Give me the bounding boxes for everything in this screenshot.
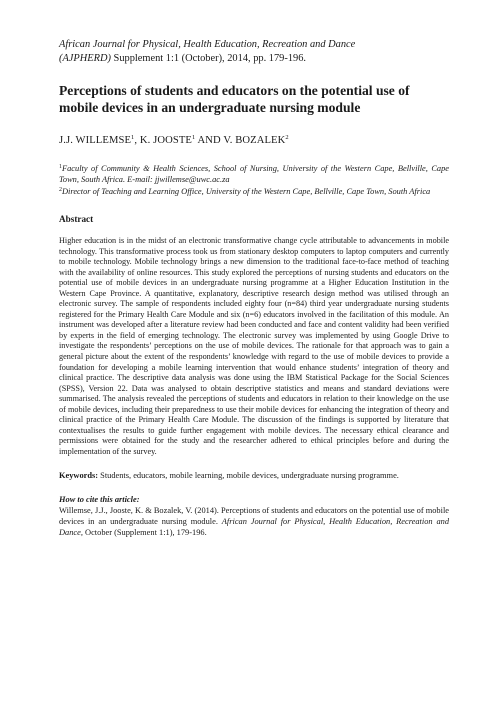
citation-text [59, 505, 449, 538]
keywords-text: Students, educators, mobile learning, mobile devices, undergraduate nursing programme. [98, 471, 399, 481]
affiliations [59, 162, 449, 197]
affiliation-item [59, 185, 449, 197]
author-name: V. BOZALEK [223, 135, 286, 146]
journal-issue: Supplement 1:1 (October), 2014, pp. 179-196. [110, 53, 307, 64]
citation-authors-title: Willemse, J.J., Jooste, K. & Bozalek, V. (2014). Perceptions of students and educators on the potential use of mobile devices in an undergraduate nursing module. [59, 506, 449, 527]
author-name: J.J. WILLEMSE [59, 135, 132, 146]
affiliation-text: Faculty of Community & Health Sciences, School of Nursing, University of the Western Cape, Bellville, Cape Town, South Africa. E-mail: jjwillemse@uwc.ac.za [59, 164, 449, 184]
abstract-heading: Abstract [59, 214, 94, 224]
author-affiliation-marker: 1 [131, 134, 135, 141]
author-name: K. JOOSTE [139, 135, 192, 146]
affiliation-marker: 1 [59, 164, 62, 170]
affiliation-marker: 2 [59, 187, 62, 193]
journal-header [59, 38, 449, 66]
journal-abbrev: (AJPHERD) [59, 53, 111, 64]
author-affiliation-marker: 2 [285, 134, 289, 141]
keywords-label: Keywords: [59, 471, 99, 481]
author-separator: AND [195, 135, 224, 146]
affiliation-item [59, 162, 449, 185]
journal-name: African Journal for Physical, Health Education, Recreation and Dance [59, 39, 356, 50]
keywords [59, 470, 449, 481]
affiliation-text: Director of Teaching and Learning Office, University of the Western Cape, Bellville, Cape Town, South Africa [62, 187, 431, 196]
author-list [59, 131, 449, 147]
citation-heading: How to cite this article: [59, 495, 140, 505]
author-affiliation-marker: 1 [192, 134, 196, 141]
abstract-text: Higher education is in the midst of an electronic transformative change cycle attributable to advancements in mobile technology. This transformative process took us from stationary desktop computers to laptop computers and currently to mobile technology. Mobile technology brings a new dimension to the traditional face-to-face method of teaching with the availability of online resources. This study explored the perceptions of nursing students and educators on the potential use of mobile devices in an undergraduate nursing programme at a Higher Education Institution in the Western Cape Province. A quantitative, explanatory, descriptive research design method was utilised through an electronic survey. The sample of respondents included eighty four (n=84) third year undergraduate nursing students registered for the Primary Health Care Module and six (n=6) educators involved in the facilitation of this module. An instrument was developed after a literature review had been conducted and face and content validity had been verified by experts in the field of emerging technology. The electronic survey was implemented by using Google Drive to investigate the respondents’ perceptions on the use of mobile devices. The rationale for that approach was to gain a general picture about the extent of the respondents’ knowledge with regard to the use of mobile devices to provide a foundation for developing a mobile learning intervention that would enhance students’ integration of theory and clinical practice. The descriptive data analysis was done using the IBM Statistical Package for the Social Sciences (SPSS), Version 22. Data was analysed to obtain descriptive statistics and means and standard deviations were summarised. The analysis revealed the perceptions of students and educators in relation to their knowledge on the use of mobile devices, including their preparedness to use their mobile devices for enhancing the integration of theory and clinical practice of the Primary Health Care Module. The discussion of the findings is supported by literature that contextualises the results to guide further engagement with mobile devices. The necessary ethical clearance and permissions were obtained for the study and the researcher adhered to ethical principles before and during the implementation of the survey. [59, 236, 449, 456]
article-title: Perceptions of students and educators on the potential use of mobile devices in an undergraduate nursing module [59, 83, 410, 115]
citation-issue: October (Supplement 1:1), 179-196. [82, 528, 207, 538]
author-separator: , [134, 135, 140, 146]
citation-journal: African Journal for Physical, Health Education, Recreation and Dance, [59, 517, 450, 538]
article-first-page [59, 38, 449, 538]
